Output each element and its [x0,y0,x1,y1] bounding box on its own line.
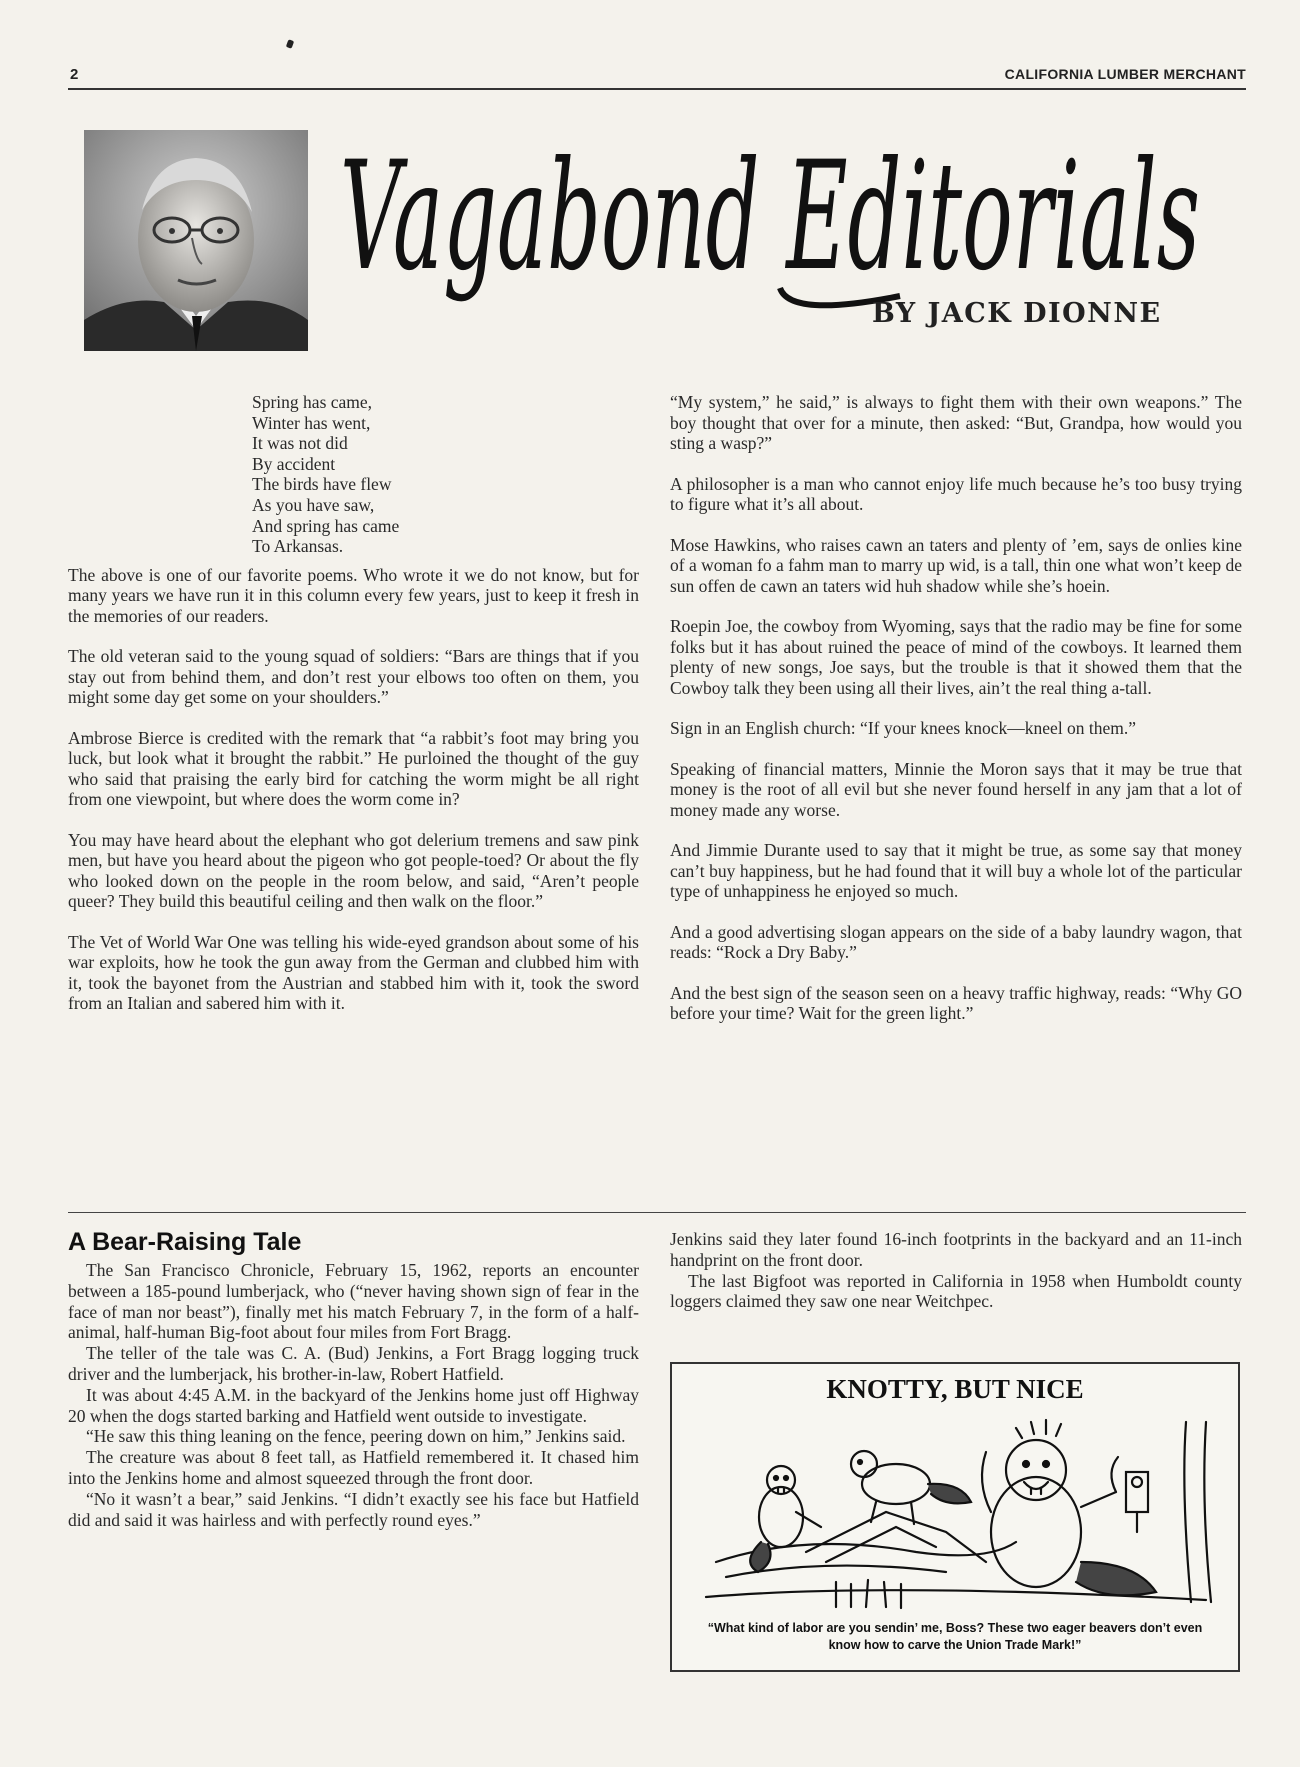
page-number: 2 [70,66,79,83]
paragraph: “No it wasn’t a bear,” said Jenkins. “I didn’t exactly see his face but Hatfield did and said it was hairless and with perfectly round eyes.” [68,1488,639,1530]
paragraph: “He saw this thing leaning on the fence, peering down on him,” Jenkins said. [86,1426,626,1447]
poem-line: The birds have flew [252,474,392,495]
byline: BY JACK DIONNE [872,298,1162,329]
paragraph: A philosopher is a man who cannot enjoy life much because he’s too busy trying to figure what it’s all about. [670,473,1242,514]
poem-line: It was not did [252,433,348,454]
cartoon-title: KNOTTY, BUT NICE [826,1374,1084,1404]
header-rule [68,88,1246,90]
paragraph: The last Bigfoot was reported in California in 1958 when Humboldt county loggers claimed they saw one near Weitchpec. [670,1270,1242,1312]
paragraph: The above is one of our favorite poems. Who wrote it we do not know, but for many years we have run it in this column every few years, just to keep it fresh in the memories of our readers. [68,564,639,626]
ink-speck [286,39,294,49]
right-column [670,392,1242,1044]
poem [252,392,639,557]
paragraph: And the best sign of the season seen on a heavy traffic highway, reads: “Why GO before your time? Wait for the green light.” [670,982,1242,1023]
author-photo [84,130,308,351]
left-column [68,392,639,1034]
poem-line: By accident [252,453,336,474]
paragraph: And Jimmie Durante used to say that it might be true, as some say that money can’t buy happiness, but he had found that it will buy a whole lot of the particular type of unhappiness he enjoyed so much. [670,840,1242,901]
paragraph: Jenkins said they later found 16-inch footprints in the backyard and an 11-inch handprint on the front door. [670,1229,1242,1270]
paragraph: Sign in an English church: “If your knees knock—kneel on them.” [670,718,1137,738]
publication-name: CALIFORNIA LUMBER MERCHANT [1004,66,1246,82]
paragraph: The Vet of World War One was telling his wide-eyed grandson about some of his war exploits, how he took the gun away from the German and clubbed him with it, took the bayonet from the Austrian and stabbed him with it, took the sword from an Italian and sabered him with it. [68,931,639,1014]
cartoon-caption: “What kind of labor are you sendin’ me, Boss? These two eager beavers don’t even know how to carve the Union Trade Mark!” [707,1621,1203,1652]
paragraph: “My system,” he said,” is always to fight them with their own weapons.” The boy thought that over for a minute, then asked: “But, Grandpa, how would you sting a wasp?” [670,392,1242,453]
section-rule [68,1212,1246,1213]
paragraph: Mose Hawkins, who raises cawn an taters and plenty of ’em, says de onlies kine of a woman fo a fahm man to marry up wid, is a tall, thin one what won’t keep de sun offen de cawn an taters wid huh shadow while she’s hoein. [670,534,1242,596]
bear-story-title: A Bear-Raising Tale [68,1228,302,1256]
bear-story-right [670,1229,1242,1312]
paragraph: Roepin Joe, the cowboy from Wyoming, says that the radio may be fine for some folks but it has about ruined the peace of mind of the cowboys. It learned them plenty of new songs, Joe says, but the trouble is that it showed them that the Cowboy talk they been using all their lives, ain’t the real thing a-tall. [670,616,1242,698]
poem-line: And spring has came [252,515,400,536]
paragraph: Speaking of financial matters, Minnie the Moron says that it may be true that money is the root of all evil but she never found herself in any jam that a lot of money made any worse. [670,758,1242,820]
beaver-cartoon-illustration [686,1412,1224,1612]
paragraph: The San Francisco Chronicle, February 15, 1962, reports an encounter between a 185-pound lumberjack, who (“never having shown sign of fear in the face of man nor beast”), finally met his match February 7, in the form of a half-animal, half-human Big-foot about four miles from Fort Bragg. [68,1260,639,1343]
poem-line: Winter has went, [252,412,371,433]
svg-text:Vagabond Editorials: Vagabond Editorials [340,130,1200,304]
running-header [68,66,1246,90]
paragraph: It was about 4:45 A.M. in the backyard of the Jenkins home just off Highway 20 when the dogs started barking and Hatfield went outside to investigate. [68,1384,639,1426]
paragraph: The old veteran said to the young squad of soldiers: “Bars are things that if you stay out from behind them, and don’t rest your elbows too often on them, you might some day get some on your shoulders.” [68,646,639,708]
poem-line: Spring has came, [252,392,373,412]
poem-line: As you have saw, [252,494,375,515]
paragraph: Ambrose Bierce is credited with the remark that “a rabbit’s foot may bring you luck, but look what it brought the rabbit.” He purloined the thought of the guy who said that praising the early bird for catching the worm might be all right from one viewpoint, but where does the worm come in? [68,727,639,810]
paragraph: You may have heard about the elephant who got delerium tremens and saw pink men, but have you heard about the pigeon who got people-toed? Or about the fly who looked down on the people in the room below, and said, “Aren’t people queer? They build this beautiful ceiling and then walk on the floor.” [68,829,639,912]
cartoon-box [670,1362,1240,1672]
bear-story-left [68,1260,639,1530]
poem-line: To Arkansas. [252,536,344,557]
paragraph: The teller of the tale was C. A. (Bud) Jenkins, a Fort Bragg logging truck driver and the lumberjack, his brother-in-law, Robert Hatfield. [68,1343,639,1384]
paragraph: And a good advertising slogan appears on the side of a baby laundry wagon, that reads: “Rock a Dry Baby.” [670,921,1242,962]
paragraph: The creature was about 8 feet tall, as Hatfield remembered it. It chased him into the Jenkins home and almost squeezed through the front door. [68,1447,639,1488]
